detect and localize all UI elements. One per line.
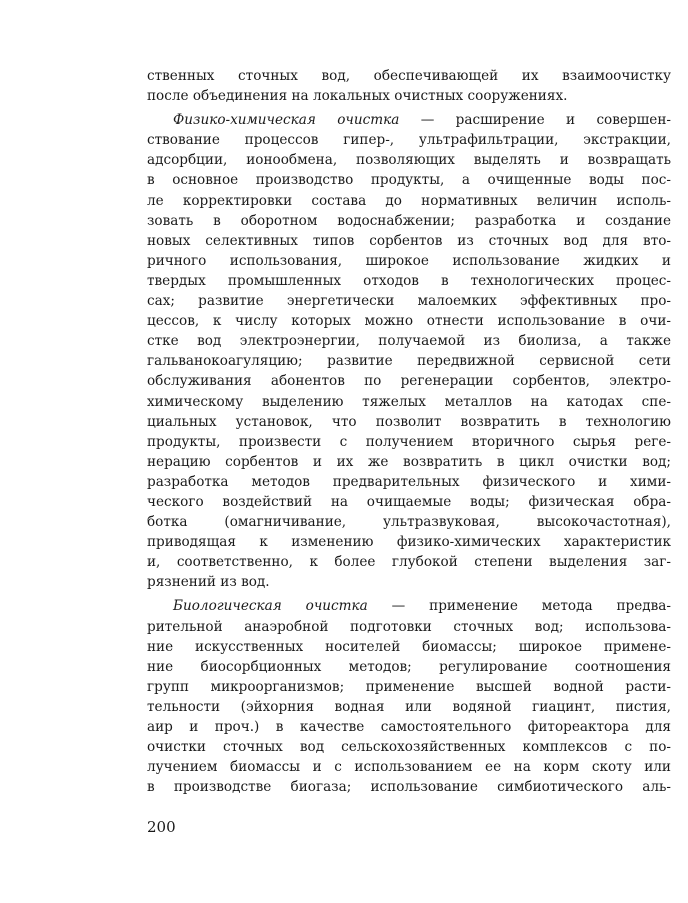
text-line: новых селективных типов сорбентов из сточных вод для вто- [147, 232, 671, 249]
text-line: обслуживания абонентов по регенерации сорбентов, электро- [147, 373, 671, 390]
text-fragment: — применение метода предва- [367, 598, 671, 615]
text-line: ние искусственных носителей биомассы; широкое примене- [147, 638, 671, 655]
page-number: 200 [147, 818, 176, 836]
text-line: адсорбции, ионообмена, позволяющих выделять и возвращать [147, 152, 671, 169]
text-line: после объединения на локальных очистных сооружениях. [147, 88, 568, 105]
text-line: ческого воздействий на очищаемые воды; физическая обра- [147, 493, 671, 510]
text-line: стке вод электроэнергии, получаемой из биолиза, а также [147, 333, 671, 350]
text-line: очистки сточных вод сельскохозяйственных комплексов с по- [147, 739, 671, 756]
text-fragment: — расширение и совершен- [399, 112, 671, 129]
text-line: продукты, произвести с получением вторичного сырья реге- [147, 433, 671, 450]
text-line: тельности (эйхорния водная или водяной гиацинт, пистия, [147, 698, 671, 715]
text-line: рительной анаэробной подготовки сточных вод; использова- [147, 618, 671, 635]
text-line: ричного использования, широкое использование жидких и [147, 252, 671, 269]
text-line: цессов, к числу которых можно отнести использование в очи- [147, 313, 671, 330]
text-line: разработка методов предварительных физического и хими- [147, 473, 671, 490]
text-line: химическому выделению тяжелых металлов на катодах спе- [147, 393, 671, 410]
text-line: ние биосорбционных методов; регулирование соотношения [147, 658, 671, 675]
text-line: рязнений из вод. [147, 574, 270, 591]
text-line: приводящая к изменению физико-химических характеристик [147, 534, 671, 551]
text-line: зовать в оборотном водоснабжении; разработка и создание [147, 212, 671, 229]
text-line: ственных сточных вод, обеспечивающей их взаимоочистку [147, 68, 671, 84]
section-term: Физико-химическая очистка [173, 112, 400, 129]
text-line: гальванокоагуляцию; развитие передвижной сервисной сети [147, 353, 671, 370]
text-line: лучением биомассы и с использованием ее на корм скоту или [147, 759, 671, 776]
section-term: Биологическая очистка [173, 598, 368, 615]
text-line: твердых промышленных отходов в технологических процес- [147, 272, 671, 289]
text-line: в производстве биогаза; использование симбиотического аль- [147, 779, 671, 796]
text-line: ствование процессов гипер-, ультрафильтрации, экстракции, [147, 132, 671, 149]
text-line: и, соответственно, к более глубокой степени выделения заг- [147, 554, 671, 571]
text-line: в основное производство продукты, а очищенные воды пос- [147, 172, 671, 189]
text-line: аир и проч.) в качестве самостоятельного фитореактора для [147, 719, 671, 735]
text-line: сах; развитие энергетически малоемких эффективных про- [147, 293, 671, 310]
text-line: групп микроорганизмов; применение высшей водной расти- [147, 678, 671, 695]
text-line: ле корректировки состава до нормативных величин исполь- [147, 192, 671, 209]
text-line: нерацию сорбентов и их же возвратить в цикл очистки вод; [147, 453, 671, 470]
page-body-text [147, 66, 671, 797]
paragraph-first-line [147, 110, 671, 130]
text-line: ботка (омагничивание, ультразвуковая, высокочастотная), [147, 514, 671, 531]
text-line: циальных установок, что позволит возвратить в технологию [147, 413, 671, 430]
paragraph-first-line [147, 596, 671, 616]
